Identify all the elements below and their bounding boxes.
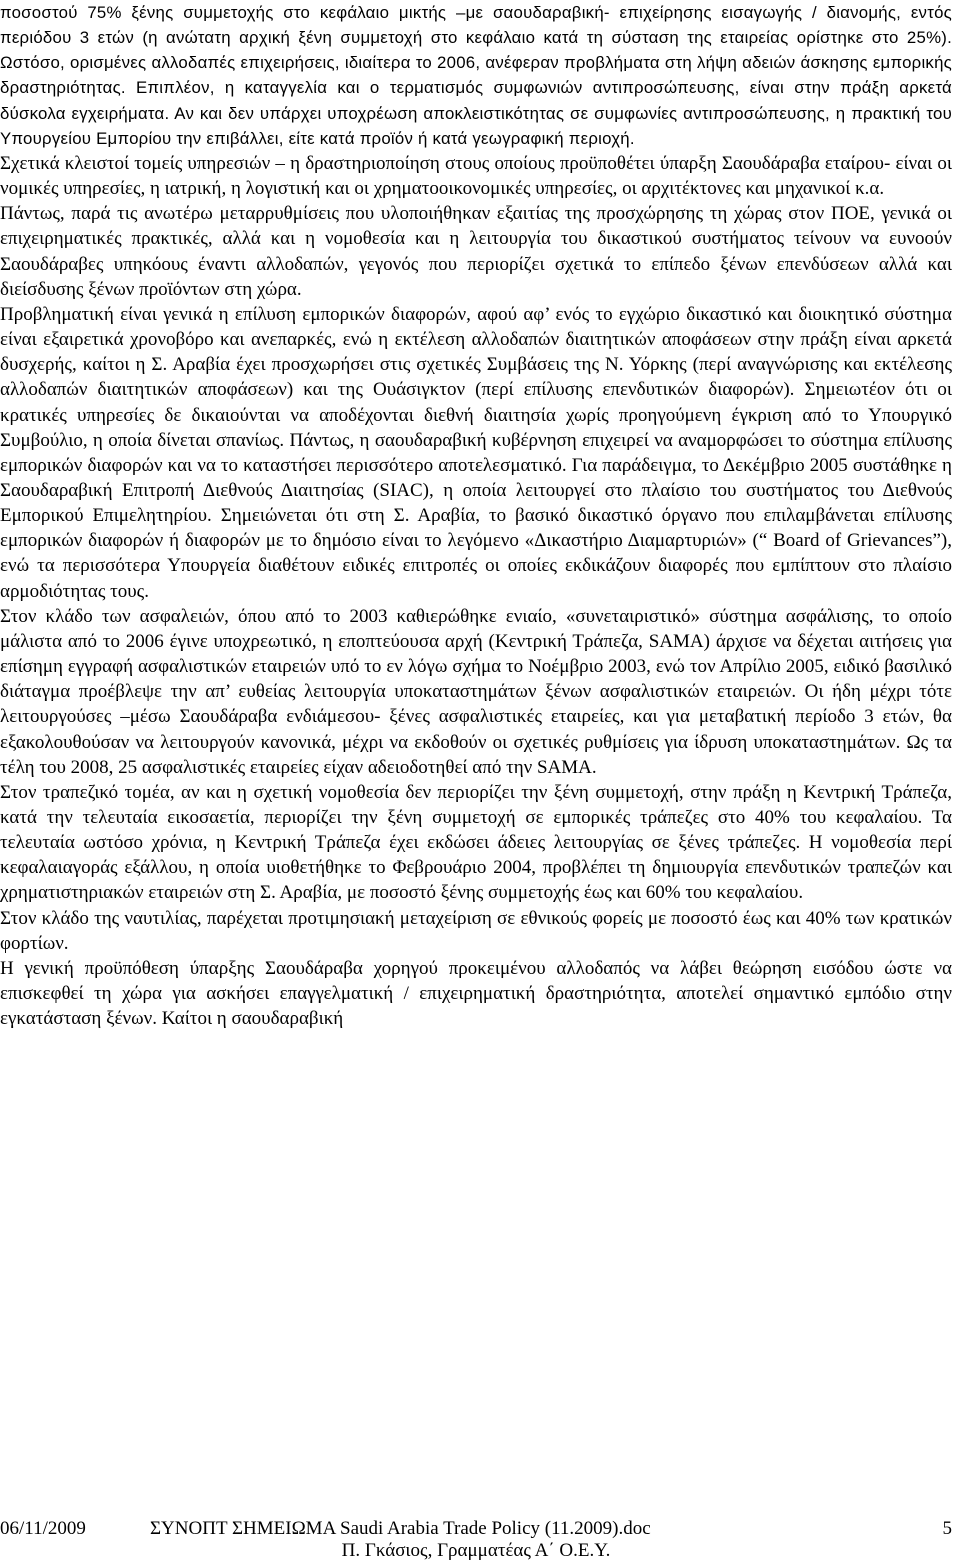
paragraph-text: Στον κλάδο των ασφαλειών, όπου από το 2003 καθιερώθηκε ενιαίο, «συνεταιριστικό» σύστημα ασφάλισης, το οποίο μάλιστα από το 2006 έγινε υποχρεωτικό, η εποπτεύουσα αρχή (Κεντρική Τράπεζα, SAMA) άρχισε να δέχεται αιτήσεις για επίσημη εγγραφή ασφαλιστικών εταιρειών υπό το εν λόγω σχήμα το Νοέμβριο 2003, ενώ τον Απρίλιο 2005, ειδικό βασιλικό διάταγμα προέβλεψε την απ’ ευθείας λειτουργία υποκαταστημάτων ξένων ασφαλιστικών εταιρειών. Οι ήδη μέχρι τότε λειτουργούσες –μέσω Σαουδάραβα ενδιάμεσου- ξένες ασφαλιστικές εταιρείες, και για μεταβατική περίοδο 3 ετών, θα εξακολουθούσαν να λειτουργούν κανονικά, μέχρι να εκδοθούν οι σχετικές ρυθμίσεις για ίδρυση υποκαταστημάτων. Ως τα τέλη του 2008, 25 ασφαλιστικές εταιρείες είχαν αδειοδοτηθεί από την SAMA.: [0, 605, 952, 778]
page-footer: [0, 1518, 952, 1561]
paragraph-text: Στον τραπεζικό τομέα, αν και η σχετική νομοθεσία δεν περιορίζει την ξένη συμμετοχή, στην πράξη η Κεντρική Τράπεζα, κατά την τελευταία εικοσαετία, περιορίζει την ξένη συμμετοχή σε εμπορικές τράπεζες στο 40% του κεφαλαίου. Τα τελευταία ωστόσο χρόνια, η Κεντρική Τράπεζα έχει εκδώσει άδειες λειτουργίας σε ξένες τράπεζες. Η νομοθεσία περί κεφαλαιαγοράς εξάλλου, η οποία υιοθετήθηκε το Φεβρουάριο 2004, προβλέπει τη δημιουργία επενδυτικών τραπεζών και χρηματιστηριακών εταιρειών στη Σ. Αραβία, με ποσοστό ξένης συμμετοχής έως και 60% του κεφαλαίου.: [0, 781, 952, 904]
footer-line: [0, 1518, 952, 1540]
paragraph-text: ποσοστού 75% ξένης συμμετοχής στο κεφάλαιο μικτής –με σαουδαραβική- επιχείρησης εισαγωγής / διανομής, εντός περιόδου 3 ετών (η ανώτατη αρχική ξένη συμμετοχή στο κεφάλαιο κατά τη σύσταση της εταιρείας ορίστηκε στο 25%). Ωστόσο, ορισμένες αλλοδαπές επιχειρήσεις, ιδιαίτερα το 2006, ανέφεραν προβλήματα στη λήψη αδειών άσκησης εμπορικής δραστηριότητας. Επιπλέον, η καταγγελία και ο τερματισμός συμφωνιών αντιπροσώπευσης, είναι στην πράξη αρκετά δύσκολα εγχειρήματα. Αν και δεν υπάρχει υποχρέωση αποκλειστικότητας σε συμφωνίες αντιπροσώπευσης, η πρακτική του Υπουργείου Εμπορίου την επιβάλλει, είτε κατά προϊόν ή κατά γεωγραφική περιοχή.: [0, 3, 952, 148]
body-paragraph: [0, 151, 952, 201]
paragraph-text: Πάντως, παρά τις ανωτέρω μεταρρυθμίσεις που υλοποιήθηκαν εξαιτίας της προσχώρησης τη χώρας στον ΠΟΕ, γενικά οι επιχειρηματικές πρακτικές, αλλά και η νομοθεσία και η λειτουργία του δικαστικού συστήματος τείνουν να ευνοούν Σαουδάραβες υπηκόους έναντι αλλοδαπών, γεγονός που περιορίζει σχετικά το επίπεδο ξένων επενδύσεων αλλά και διείσδυσης ξένων προϊόντων στη χώρα.: [0, 203, 952, 300]
body-paragraph: [0, 780, 952, 906]
body-paragraph: [0, 906, 952, 956]
paragraph-text: Προβληματική είναι γενικά η επίλυση εμπορικών διαφορών, αφού αφ’ ενός το εγχώριο δικαστικό και διοικητικό σύστημα είναι εξαιρετικά χρονοβόρο και ανεπαρκές, ενώ η εκτέλεση αλλοδαπών διαιτητικών αποφάσεων στην πράξη είναι αρκετά δυσχερής, καίτοι η Σ. Αραβία έχει προσχωρήσει στις σχετικές Συμβάσεις της Ν. Υόρκης (περί αναγνώρισης και εκτέλεσης αλλοδαπών διαιτητικών αποφάσεων) και της Ουάσιγκτον (περί επίλυσης επενδυτικών διαφορών). Σημειωτέον ότι οι κρατικές υπηρεσίες δε δικαιούνται να αποδέχονται διεθνή διαιτησία χωρίς προηγούμενη έγκριση από το Υπουργικό Συμβούλιο, η οποία δίνεται σπανίως. Πάντως, η σαουδαραβική κυβέρνηση επιχειρεί να αναμορφώσει το σύστημα επίλυσης εμπορικών διαφορών και να το καταστήσει περισσότερο αποτελεσματικό. Για παράδειγμα, το Δεκέμβριο 2005 συστάθηκε η Σαουδαραβική Επιτροπή Διεθνούς Διαιτησίας (SIAC), η οποία λειτουργεί στο πλαίσιο του συστήματος του Διεθνούς Εμπορικού Επιμελητηρίου. Σημειώνεται ότι στη Σ. Αραβία, το βασικό δικαστικό όργανο που επιλαμβάνεται επίλυσης εμπορικών διαφορών ή διαφορών με το δημόσιο είναι το λεγόμενο «Δικαστήριο Διαμαρτυριών» (“ Board of Grievances”), ενώ τα περισσότερα Υπουργεία διαθέτουν ειδικές επιτροπές οι οποίες εκδικάζουν διαφορές που εμπίπτουν στο πλαίσιο αρμοδιότητας τους.: [0, 303, 952, 602]
paragraph-text: Η γενική προϋπόθεση ύπαρξης Σαουδάραβα χορηγού προκειμένου αλλοδαπός να λάβει θεώρηση εισόδου ώστε να επισκεφθεί τη χώρα για ασκήσει επαγγελματική / επιχειρηματική δραστηριότητα, αποτελεί σημαντικό εμπόδιο στην εγκατάσταση ξένων. Καίτοι η σαουδαραβική: [0, 957, 952, 1030]
body-paragraph: [0, 201, 952, 302]
body-paragraph: [0, 604, 952, 780]
footer-page-number: 5: [942, 1518, 952, 1539]
body-paragraph: [0, 956, 952, 1031]
footer-document-name: ΣΥΝΟΠΤ ΣΗΜΕΙΩΜΑ Saudi Arabia Trade Policy (11.2009).doc: [150, 1518, 651, 1539]
footer-author: Π. Γκάσιος, Γραμματέας Α΄ Ο.Ε.Υ.: [341, 1540, 611, 1561]
paragraph-text: Σχετικά κλειστοί τομείς υπηρεσιών – η δραστηριοποίηση στους οποίους προϋποθέτει ύπαρξη Σαουδάραβα εταίρου- είναι οι νομικές υπηρεσίες, η ιατρική, η λογιστική και οι χρηματοοικονομικές υπηρεσίες, οι αρχιτέκτονες και μηχανικοί κ.α.: [0, 152, 952, 200]
paragraph-text: Στον κλάδο της ναυτιλίας, παρέχεται προτιμησιακή μεταχείριση σε εθνικούς φορείς με ποσοστό έως και 40% των κρατικών φορτίων.: [0, 907, 952, 954]
body-paragraph: [0, 302, 952, 604]
footer-date: 06/11/2009: [0, 1518, 86, 1539]
body-paragraph: [0, 0, 952, 151]
